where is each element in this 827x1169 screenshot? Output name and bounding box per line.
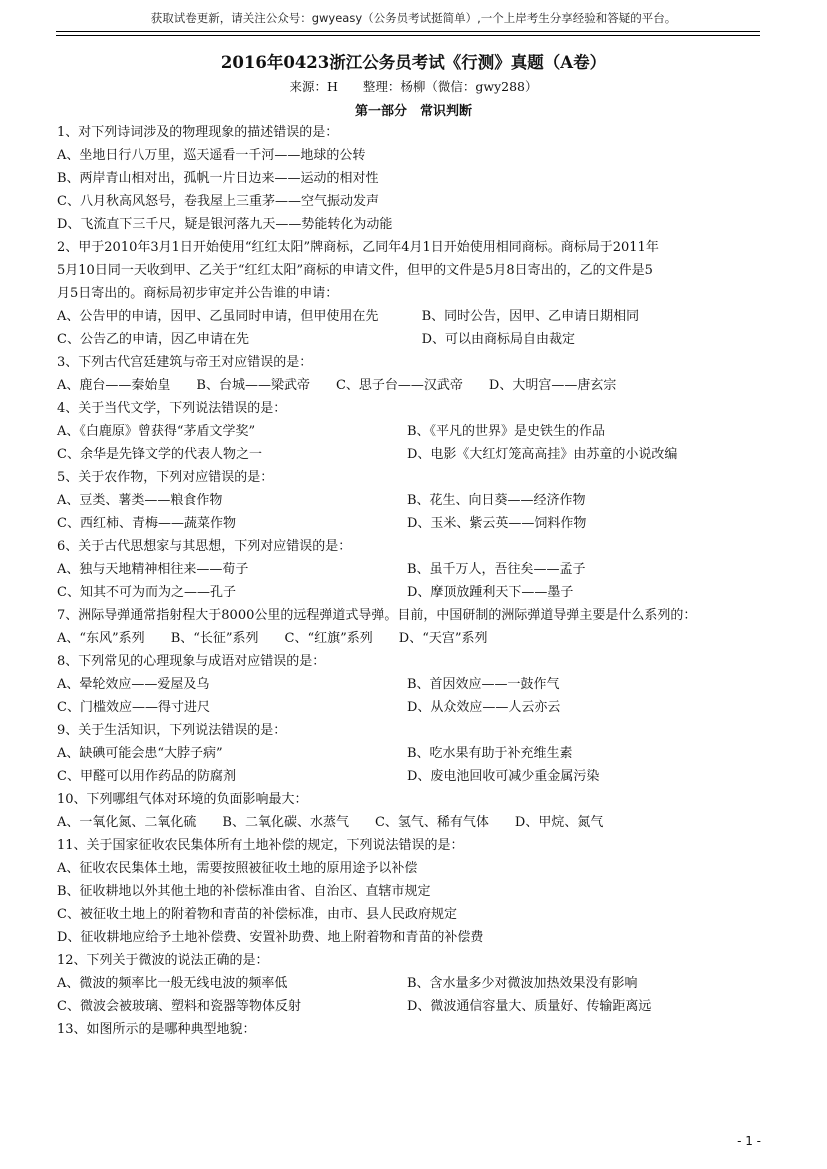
question-stem: 8、下列常见的心理现象与成语对应错误的是：	[57, 654, 326, 669]
option: B、虽千万人，吾往矣——孟子	[407, 562, 586, 577]
option: D、可以由商标局自由裁定	[421, 332, 576, 347]
option: A、缺碘可能会患“大脖子病”	[57, 746, 223, 761]
question-stem: 10、下列哪组气体对环境的负面影响最大：	[57, 792, 308, 807]
question-stem: 13、如图所示的是哪种典型地貌：	[57, 1022, 256, 1037]
option: D、大明宫——唐玄宗	[488, 378, 617, 393]
option: C、思子台——汉武帝	[335, 378, 463, 393]
option-row	[57, 765, 767, 788]
option: A、《白鹿原》曾获得“茅盾文学奖”	[57, 424, 256, 439]
option: C、甲醛可以用作药品的防腐剂	[57, 769, 236, 784]
option: C、公告乙的申请，因乙申请在先	[57, 332, 249, 347]
option: D、摩顶放踵利天下——墨子	[407, 585, 574, 600]
option-row	[57, 420, 767, 443]
option: A、豆类、薯类——粮食作物	[57, 493, 223, 508]
option: C、门槛效应——得寸进尺	[57, 700, 210, 715]
option-row	[57, 811, 767, 834]
option: D、电影《大红灯笼高高挂》由苏童的小说改编	[407, 447, 678, 462]
question-stem: 6、关于古代思想家与其思想，下列对应错误的是：	[57, 539, 352, 554]
option: D、从众效应——人云亦云	[407, 700, 561, 715]
part-title: 第一部分 常识判断	[354, 104, 472, 119]
option: A、微波的频率比一般无线电波的频率低	[57, 976, 288, 991]
question-stem: 11、关于国家征收农民集体所有土地补偿的规定，下列说法错误的是：	[57, 838, 464, 853]
option: D、微波通信容量大、质量好、传输距离远	[407, 999, 652, 1014]
option-row	[57, 627, 767, 650]
header-rule-bottom	[56, 35, 760, 36]
option: C、微波会被玻璃、塑料和瓷器等物体反射	[57, 999, 301, 1014]
option: D、废电池回收可减少重金属污染	[407, 769, 600, 784]
question-stem: 2、甲于2010年3月1日开始使用“红红太阳”牌商标，乙同年4月1日开始使用相同商标。商标局于2011年	[57, 240, 659, 255]
option: D、甲烷、氮气	[514, 815, 604, 830]
option: B、二氧化碳、水蒸气	[222, 815, 349, 830]
option-row	[57, 581, 767, 604]
option: A、晕轮效应——爱屋及乌	[57, 677, 210, 692]
question-stem: 5、关于农作物，下列对应错误的是：	[57, 470, 274, 485]
option-row	[57, 696, 767, 719]
option: A、鹿台——秦始皇	[57, 378, 171, 393]
option: C、知其不可为而为之——孔子	[57, 585, 236, 600]
question-stem: 1、对下列诗词涉及的物理现象的描述错误的是：	[57, 125, 339, 140]
option: B、台城——梁武帝	[196, 378, 310, 393]
option: C、被征收土地上的附着物和青苗的补偿标准，由市、县人民政府规定	[57, 907, 457, 922]
option: B、花生、向日葵——经济作物	[407, 493, 586, 508]
option-row	[57, 558, 767, 581]
source-line: 来源：H 整理：杨柳（微信：gwy288）	[289, 79, 538, 94]
option-row	[57, 328, 767, 351]
question-stem: 9、关于生活知识，下列说法错误的是：	[57, 723, 287, 738]
option-row	[57, 489, 767, 512]
header-rule-top	[56, 31, 760, 32]
option-row	[57, 374, 767, 397]
option-row	[57, 512, 767, 535]
option: B、吃水果有助于补充维生素	[407, 746, 573, 761]
option: D、征收耕地应给予土地补偿费、安置补助费、地上附着物和青苗的补偿费	[57, 930, 484, 945]
option: A、征收农民集体土地，需要按照被征收土地的原用途予以补偿	[57, 861, 418, 876]
option: D、“天宫”系列	[398, 631, 488, 646]
question-stem: 4、关于当代文学，下列说法错误的是：	[57, 401, 287, 416]
option-row	[57, 443, 767, 466]
option-row	[57, 995, 767, 1018]
option: B、同时公告，因甲、乙申请日期相同	[421, 309, 640, 324]
option: B、两岸青山相对出，孤帆一片日边来——运动的相对性	[57, 171, 379, 186]
option: B、含水量多少对微波加热效果没有影响	[407, 976, 638, 991]
question-list	[57, 121, 767, 1041]
option: B、《平凡的世界》是史铁生的作品	[407, 424, 606, 439]
option: B、首因效应——一鼓作气	[407, 677, 560, 692]
option: B、征收耕地以外其他土地的补偿标准由省、自治区、直辖市规定	[57, 884, 431, 899]
option: A、一氧化氮、二氧化硫	[57, 815, 197, 830]
option: A、独与天地精神相往来——荀子	[57, 562, 249, 577]
option: C、余华是先锋文学的代表人物之一	[57, 447, 262, 462]
question-stem: 7、洲际导弹通常指射程大于8000公里的远程弹道式导弹。目前，中国研制的洲际弹道导弹主要是什么系列的：	[57, 608, 697, 623]
option-row	[57, 742, 767, 765]
question-stem: 月5日寄出的。商标局初步审定并公告谁的申请：	[57, 286, 339, 301]
document-title: 2016年0423浙江公务员考试《行测》真题（A卷）	[220, 53, 607, 72]
option: A、“东风”系列	[57, 631, 145, 646]
option: C、八月秋高风怒号，卷我屋上三重茅——空气振动发声	[57, 194, 379, 209]
option: A、公告甲的申请，因甲、乙虽同时申请，但甲使用在先	[57, 309, 379, 324]
option: C、氢气、稀有气体	[374, 815, 489, 830]
option-row	[57, 673, 767, 696]
option: D、飞流直下三千尺，疑是银河落九天——势能转化为动能	[57, 217, 393, 232]
option-row	[57, 972, 767, 995]
option: D、玉米、紫云英——饲料作物	[407, 516, 587, 531]
question-stem: 3、下列古代宫廷建筑与帝王对应错误的是：	[57, 355, 313, 370]
question-stem: 5月10日同一天收到甲、乙关于“红红太阳”商标的申请文件，但甲的文件是5月8日寄出的，乙的文件是5	[57, 263, 653, 278]
option: A、坐地日行八万里，巡天遥看一千河——地球的公转	[57, 148, 366, 163]
option: C、“红旗”系列	[284, 631, 373, 646]
page-number: - 1 -	[737, 1134, 761, 1148]
option: B、“长征”系列	[170, 631, 259, 646]
option: C、西红柿、青梅——蔬菜作物	[57, 516, 236, 531]
header-banner: 获取试卷更新，请关注公众号：gwyeasy（公务员考试挺简单）,一个上岸考生分享经验和答疑的平台。	[150, 11, 677, 25]
question-stem: 12、下列关于微波的说法正确的是：	[57, 953, 269, 968]
option-row	[57, 305, 767, 328]
